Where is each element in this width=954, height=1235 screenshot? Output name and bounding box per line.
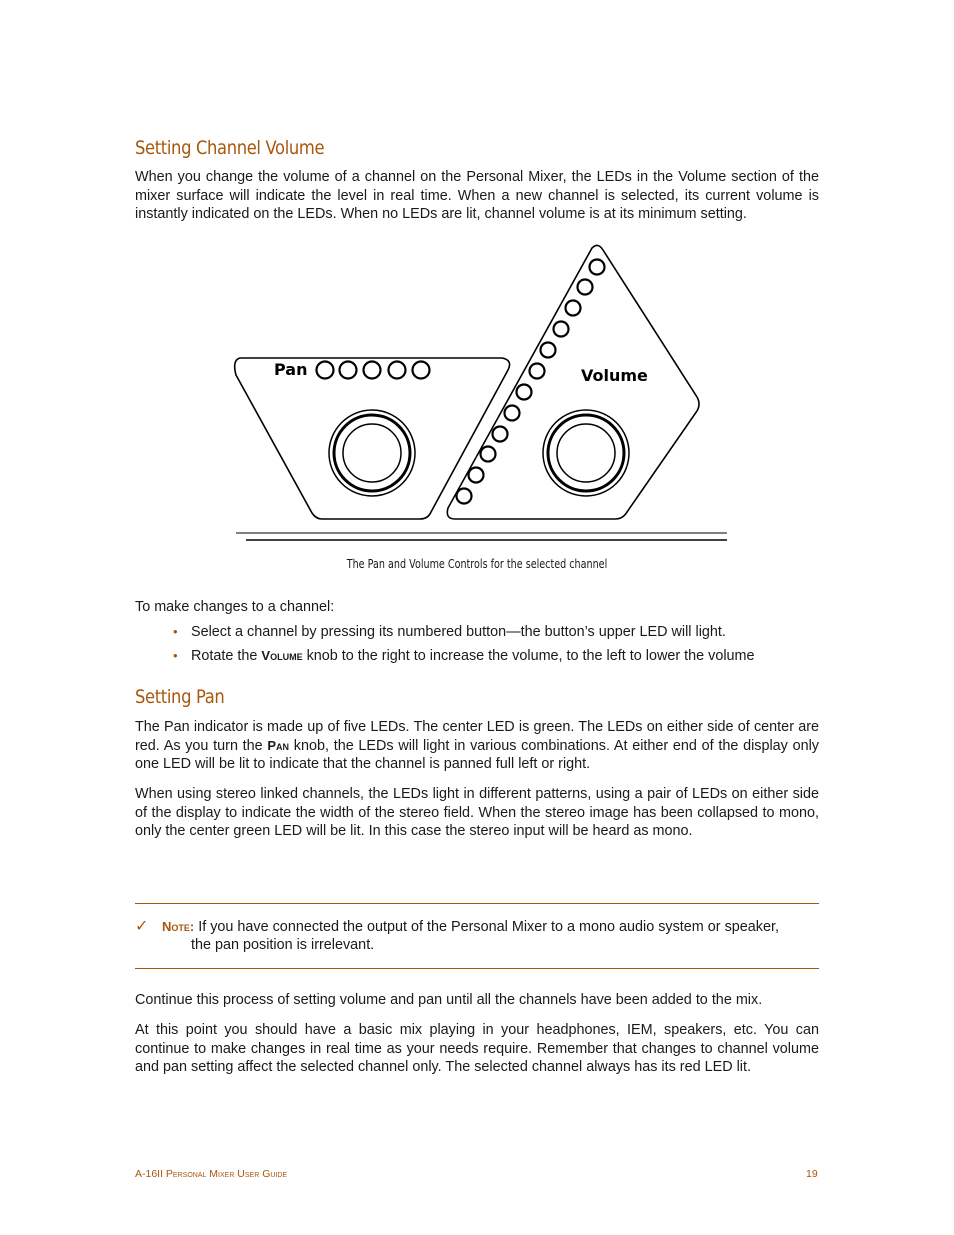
pan-label: Pan (274, 360, 308, 379)
pan-para-pre: The Pan indicator is made up of five LEDs. The center LED is green. The LEDs on either side of center are red. As you turn the (135, 719, 819, 754)
volume-led (493, 427, 508, 442)
note-rule-bottom (135, 968, 819, 969)
volume-led (554, 322, 569, 337)
volume-knob (543, 410, 629, 496)
volume-paragraph: When you change the volume of a channel on the Personal Mixer, the LEDs in the Volume section of the mixer surface will indicate the level in real time. When a new channel is selected, its current volume is instantly indicated on the LEDs. When no LEDs are lit, channel volume is at its minimum setting. (135, 169, 819, 223)
volume-led (481, 447, 496, 462)
bullet-icon: • (173, 647, 178, 663)
bullet-text-post: knob to the right to increase the volume, to the left to lower the volume (302, 647, 755, 664)
volume-led (541, 343, 556, 358)
list-item (173, 647, 819, 666)
pan-leds (317, 362, 430, 379)
section-heading-volume: Setting Channel Volume (135, 137, 325, 159)
footer-guide-title: A-16II Personal Mixer User Guide (135, 1168, 288, 1180)
pan-led (413, 362, 430, 379)
pan-led (389, 362, 406, 379)
bullet-text: Select a channel by pressing its numbered button—the button’s upper LED will light. (191, 624, 726, 640)
section-heading-pan: Setting Pan (135, 686, 225, 708)
volume-led (530, 364, 545, 379)
bullet-icon: • (173, 624, 178, 639)
list-item (173, 623, 819, 642)
instructions-intro: To make changes to a channel: (135, 599, 335, 615)
volume-led (517, 385, 532, 400)
pan-paragraph-2: When using stereo linked channels, the LEDs light in different patterns, using a pair of LEDs on either side of the display to indicate the width of the stereo field. When the stereo image has been collapsed to mono, only the center green LED will be lit. In this case the stereo input will be heard as mono. (135, 786, 819, 840)
note-line-2: the pan position is irrelevant. (191, 937, 375, 953)
note-line-1 (162, 917, 779, 937)
pan-paragraph-1 (135, 718, 819, 774)
volume-led (457, 489, 472, 504)
pan-volume-diagram (230, 240, 730, 545)
bullet-text-pre: Rotate the (191, 647, 262, 664)
closing-paragraph-2: At this point you should have a basic mix playing in your headphones, IEM, speakers, etc. You can continue to make changes in real time as your needs require. Remember that changes to channel volume and pan setting affect the selected channel only. The selected channel always has its red LED lit. (135, 1022, 819, 1076)
volume-led (566, 301, 581, 316)
volume-led (590, 260, 605, 275)
pan-knob (329, 410, 415, 496)
note-rule-top (135, 903, 819, 904)
closing-paragraph-1: Continue this process of setting volume and pan until all the channels have been added to the mix. (135, 992, 763, 1008)
page-number: 19 (806, 1168, 818, 1180)
volume-label: Volume (581, 366, 648, 385)
pan-led (364, 362, 381, 379)
volume-key-term: Volume (261, 647, 303, 663)
checkmark-icon: ✓ (135, 918, 149, 935)
volume-led (505, 406, 520, 421)
volume-led (469, 468, 484, 483)
pan-para-post: knob, the LEDs will light in various combinations. At either end of the display only one LED will be lit to indicate that the channel is panned full left or right. (135, 737, 819, 773)
volume-panel (447, 245, 699, 519)
pan-led (317, 362, 334, 379)
note-text-1: If you have connected the output of the Personal Mixer to a mono audio system or speaker, (194, 919, 779, 935)
volume-led (578, 280, 593, 295)
figure-caption: The Pan and Volume Controls for the selected channel (346, 557, 608, 571)
note-label: Note: (162, 919, 195, 934)
pan-key-term: Pan (267, 737, 290, 753)
pan-led (340, 362, 357, 379)
instructions-list (173, 623, 819, 671)
